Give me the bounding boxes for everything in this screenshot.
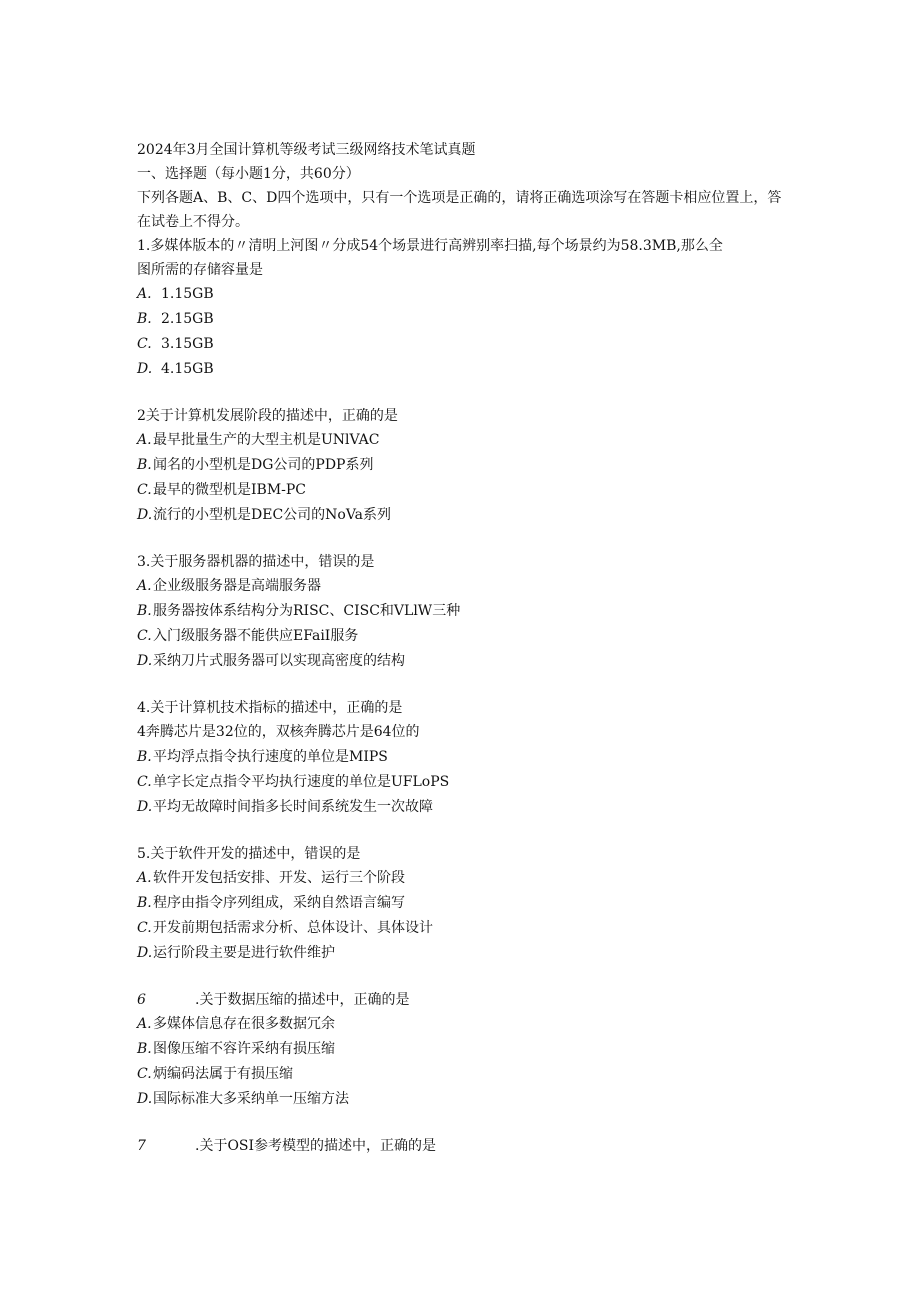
option-letter: C.: [137, 920, 152, 936]
option-a: [137, 282, 787, 307]
question-3: [137, 550, 787, 674]
option-a: [137, 428, 787, 453]
option-letter: A.: [137, 432, 152, 448]
option-text: 单字长定点指令平均执行速度的单位是UFLoPS: [153, 774, 450, 790]
question-2-title: 2关于计算机发展阶段的描述中，正确的是: [137, 408, 398, 424]
option-letter: D.: [137, 799, 153, 815]
option-letter: A.: [137, 286, 152, 302]
option-letter: C.: [137, 336, 152, 352]
option-text: 平均浮点指令执行速度的单位是MIPS: [153, 749, 388, 765]
option-text: 3.15GB: [161, 336, 214, 352]
option-text: 采纳刀片式服务器可以实现高密度的结构: [153, 653, 405, 669]
option-letter: D.: [137, 507, 153, 523]
option-text: 服务器按体系结构分为RISC、CISC和VLlW三种: [153, 603, 461, 619]
option-text: 闻名的小型机是DG公司的PDP系列: [153, 457, 374, 473]
option-a: [137, 720, 787, 745]
option-letter: B.: [137, 749, 152, 765]
option-text: 流行的小型机是DEC公司的NoVa系列: [153, 507, 392, 523]
option-letter: B.: [137, 1041, 152, 1057]
option-text: 4奔腾芯片是32位的，双核奔腾芯片是64位的: [137, 724, 420, 740]
option-text: 程序由指令序列组成，采纳自然语言编写: [153, 895, 405, 911]
option-text: 软件开发包括安排、开发、运行三个阶段: [153, 870, 405, 886]
option-letter: D.: [137, 1091, 153, 1107]
option-b: [137, 891, 787, 916]
option-d: [137, 357, 787, 382]
option-c: [137, 916, 787, 941]
question-6-title-row: [137, 988, 787, 1012]
option-c: [137, 770, 787, 795]
option-text: 1.15GB: [161, 286, 214, 302]
question-7-title: .关于OSI参考模型的描述中，正确的是: [195, 1138, 437, 1154]
question-6-title: .关于数据压缩的描述中，正确的是: [195, 992, 410, 1008]
question-5-title: 5.关于软件开发的描述中，错误的是: [137, 846, 361, 862]
exam-document: [137, 138, 787, 1158]
question-1-title-line2: 图所需的存储容量是: [137, 262, 263, 278]
option-b: [137, 599, 787, 624]
instructions-text: 下列各题A、B、C、D四个选项中，只有一个选项是正确的，请将正确选项涂写在答题卡相应位置上，答在试卷上不得分。: [137, 190, 782, 230]
option-d: [137, 1087, 787, 1112]
option-letter: D.: [137, 361, 153, 377]
option-letter: A.: [137, 1016, 152, 1032]
option-a: [137, 574, 787, 599]
option-text: 开发前期包括需求分析、总体设计、具体设计: [153, 920, 433, 936]
question-1-title-line1: 1.多媒体版本的〃清明上河图〃分成54个场景进行高辨别率扫描,每个场景约为58.3MB,那么全: [137, 238, 723, 254]
option-letter: B.: [137, 311, 152, 327]
option-a: [137, 866, 787, 891]
option-d: [137, 503, 787, 528]
option-text: 企业级服务器是高端服务器: [153, 578, 321, 594]
option-d: [137, 649, 787, 674]
option-letter: B.: [137, 895, 152, 911]
question-3-title: 3.关于服务器机器的描述中，错误的是: [137, 554, 375, 570]
question-6-number: 6: [137, 992, 146, 1008]
option-b: [137, 1037, 787, 1062]
question-7: [137, 1134, 787, 1158]
option-c: [137, 624, 787, 649]
option-b: [137, 453, 787, 478]
option-a: [137, 1012, 787, 1037]
option-letter: C.: [137, 482, 152, 498]
option-text: 炳编码法属于有损压缩: [153, 1066, 293, 1082]
question-4-title: 4.关于计算机技术指标的描述中，正确的是: [137, 700, 403, 716]
option-letter: D.: [137, 945, 153, 961]
option-text: 平均无故障时间指多长时间系统发生一次故障: [153, 799, 433, 815]
question-2: [137, 404, 787, 528]
option-text: 国际标准大多采纳单一压缩方法: [153, 1091, 349, 1107]
option-text: 入门级服务器不能供应EFaiI服务: [153, 628, 359, 644]
option-text: 最早的微型机是IBM-PC: [153, 482, 307, 498]
option-text: 图像压缩不容许采纳有损压缩: [153, 1041, 335, 1057]
question-7-number: 7: [137, 1138, 146, 1154]
option-b: [137, 307, 787, 332]
option-letter: A.: [137, 578, 152, 594]
option-text: 最早批量生产的大型主机是UNlVAC: [153, 432, 380, 448]
option-letter: D.: [137, 653, 153, 669]
option-c: [137, 1062, 787, 1087]
question-4: [137, 696, 787, 820]
option-letter: C.: [137, 628, 152, 644]
option-text: 运行阶段主要是进行软件维护: [153, 945, 335, 961]
question-5: [137, 842, 787, 966]
section-heading: 一、选择题（每小题1分，共60分）: [137, 166, 360, 182]
option-text: 2.15GB: [161, 311, 214, 327]
question-7-title-row: [137, 1134, 787, 1158]
option-letter: B.: [137, 603, 152, 619]
question-1: [137, 234, 787, 382]
option-letter: A.: [137, 870, 152, 886]
document-title: 2024年3月全国计算机等级考试三级网络技术笔试真题: [137, 142, 476, 158]
option-letter: B.: [137, 457, 152, 473]
option-text: 4.15GB: [161, 361, 214, 377]
option-b: [137, 745, 787, 770]
option-c: [137, 332, 787, 357]
option-text: 多媒体信息存在很多数据冗余: [153, 1016, 335, 1032]
option-letter: C.: [137, 1066, 152, 1082]
option-d: [137, 795, 787, 820]
question-6: [137, 988, 787, 1112]
option-letter: C.: [137, 774, 152, 790]
option-c: [137, 478, 787, 503]
option-d: [137, 941, 787, 966]
